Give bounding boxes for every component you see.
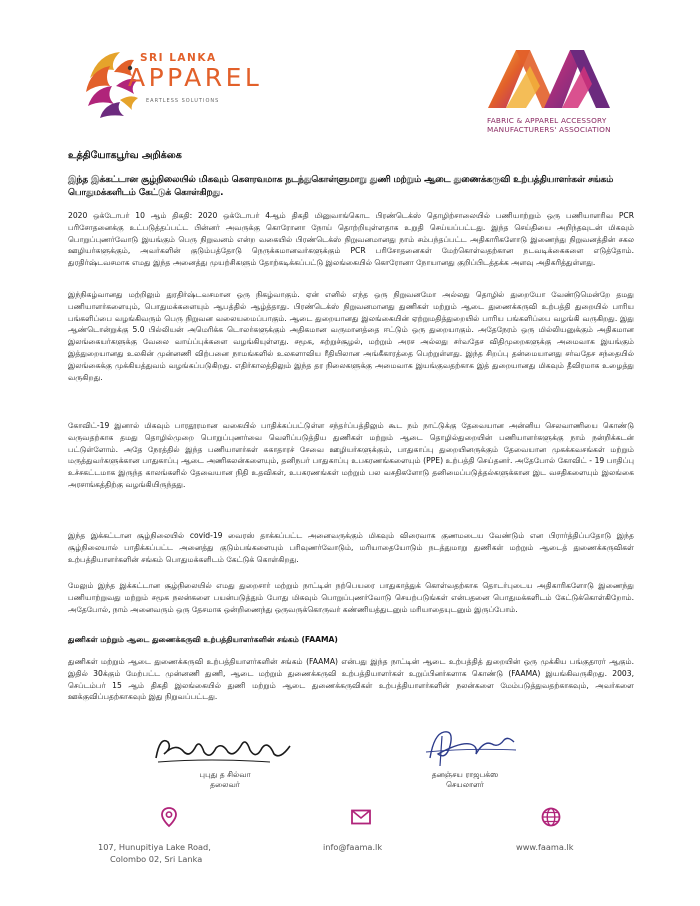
paragraph-3: கோவிட்-19 இனால் மிகவும் பாரதூரமான வகையில் பாதிக்கப்பட்டுள்ள சந்தர்ப்பத்திலும் கூட நம் நாட்டுக்கு தேவையான அன்னிய செலவாணியை கொண்டு வருவதற்காக தமது தொழில்முறை பொறுப்புணர்வை வெளிப்படுத்திய துணிகள் மற்றும் ஆடை தொழில்துறையின் பணியாளர்களுக்கு நாம் நன்றிக்கடன் பட்டுள்ளோம். அதே நேரத்தில் இந்த பணியாளர்கள் சுகாதாரச் சேவை ஊழியர்களுக்கும், பாதுகாப்பு துறையினருக்கும் தேவையான முகக்கவசங்கள் மற்றும் மருத்துவர்களுக்கான பாதுகாப்பு ஆடை அணிகலன்களையும், தனிநபர் பாதுகாப்பு உபகரணங்களையும் (PPE) உற்பத்தி செய்தனர். அதேபோல் கோவிட் - 19 பாதிப்பு உச்சகட்டமாக இருந்த காலங்களில் தேவையான நிதி உதவிகள், உபகரணங்கள் மற்றும் பல வசதிகளோடு தனிமைப்படுத்தல்களுக்கான இட வசதிகளையும் இலங்கை அரசாங்கத்திற்கு வழங்கியிருந்தது.: [68, 421, 634, 489]
faama-logo-line1: FABRIC & APPAREL ACCESSORY: [487, 116, 607, 125]
paragraph-1: 2020 ஒக்டோபர் 10 ஆம் திகதி: 2020 ஒக்டோபர் 4ஆம் திகதி மினுவாங்கொட பிரண்டெக்ஸ் தொழிற்சாலையில் பணியாற்றும் ஒரு பணியாளரிவ PCR பரிசோதனைக்கு உட்படுத்தப்பட்ட பின்னர் அவருக்கு கொரோனா நோய் தொற்றியுள்ளதாக உறுதி செய்யப்பட்டது. இந்த செய்தியை அறிந்தவுடன் மிகவும் பொறுப்புணர்வோடு இயங்கும் பெரு நிறுவனம் என்ற வகையில் பிரண்டெக்ஸ் நிறுவனமானது நாம் சம்பந்தப்பட்ட அதிகாரிகளோடு இணைந்து நிறுவனத்தின் சகல ஊழியர்களுக்கும், அவர்களின் குடும்பத்தோடு நெருக்கமானவர்களுக்கும் PCR பரிசோதனைகள் மேற்கொள்வதற்கான நடவடிக்கைகளை எடுத்தோம். துரதிர்ஷ்டவசமாக எமது இந்த அனைத்து முயற்சிகளும் தோற்கடிக்கப்பட்டு இலங்கையில் கொரோனா நோயானது குறிப்பிடத்தக்க அளவு அதிகரித்துள்ளது.: [68, 211, 634, 268]
logo-line2: APPAREL: [128, 63, 263, 92]
footer-address-line1: 107, Hunupitiya Lake Road,: [98, 842, 211, 852]
faama-section-text: துணிகள் மற்றும் ஆடை துணைக்கருவி உற்பத்தியாளர்களின் சங்கம் (FAAMA) என்பது இந்த நாட்டின் ஆடை உற்பத்தித் துறையின் ஒரு முக்கிய பங்குதாரர் ஆகும். இதில் 30க்கும் மேற்பட்ட முன்னணி துணி, ஆடை மற்றும் துணைக்கருவி உற்பத்தியாளர்கள் உறுப்பினர்களாக கொண்டு (FAAMA) இயங்கிவருகிறது. 2003, செப்டம்பர் 15 ஆம் திகதி இலங்கையில் துணி மற்றும் ஆடை துணைக்கருவிகள் உற்பத்தியாளர்களின் நலன்களை மேம்படுத்துவதற்காகவும், அவர்களை ஊக்குவிப்பதற்காகவும் இது நிறுவப்பட்டது.: [68, 657, 634, 702]
signatory-secretary-name: தனஞ்சய ராஜபக்ஸ: [431, 770, 499, 779]
signatory-secretary-role: செயலாளர்: [446, 780, 484, 789]
signatory-secretary: [395, 770, 535, 790]
logo-line1: SRI LANKA: [140, 52, 217, 64]
signatory-president: [155, 770, 295, 790]
footer-address: [98, 841, 211, 865]
location-pin-icon: [158, 806, 180, 828]
faama-section-title: துணிகள் மற்றும் ஆடை துணைக்கருவி உற்பத்தியாளர்களின் சங்கம் (FAAMA): [68, 635, 338, 644]
paragraph-2: இந்நிகழ்வானது மற்றிலும் துரதிர்ஷ்டவசமான ஒரு நிகழ்வாகும். ஏன் எனில் எந்த ஒரு நிறுவனமோ அல்லது தொழில் துறையோ வேண்டுமென்றே தமது பணியாளர்களையும், பொதுமக்களையும் ஆபத்தில் ஆழ்த்தாது. பிரண்டெக்ஸ் நிறுவனமானது துணிகள் மற்றும் ஆடை துணைக்கருவி உற்பத்தி துறையில் பாரிய பங்களிப்பை வழங்கிவரும் பெரு நிறுவன வலையமைப்பாகும். ஆடை துறையானது இலங்கையின் ஏற்றுமதித்துறையில் பாரிய பங்களிப்பை வழங்கி வருகிறது. இது ஆண்டொன்றுக்கு 5.0 பில்லியன் அமெரிக்க டொலர்களுக்கும் அதிகமான வருமானத்தை ஈட்டும் ஒரு துறையாகும். அதேநேரம் ஒரு மில்லியனுக்கும் அதிகமான இலங்கையர்களுக்கு வேலை வாய்ப்புக்களை வழங்கியுள்ளது. சமூக, சுற்றுச்சூழல், மற்றும் அரச அல்லது சர்வதேச விதிமுறைகளுக்கு அமைவாக இயங்கும் இத்துறையானது உலகின் முன்னணி விற்பனை நாமங்களில் உலகளாவிய ரீதியிலான அங்கீகாரத்தை பெற்றுள்ளது. இந்த சிறப்பு தன்மையானது சர்வதேச சந்தையில் இலங்கைக்கு முக்கியத்துவம் வழங்கப்படுகிறது. எதிர்காலத்திலும் இந்த தர நிலைகளுக்கு அமைவாக இயங்குவதற்காக இத் துறையானது மிகவும் தீவிரமாக உழைத்து வருகிறது.: [68, 290, 634, 382]
faama-logo-text: [487, 116, 667, 135]
document-title: உத்தியோகபூர்வ அறிக்கை: [68, 150, 182, 161]
footer-website[interactable]: www.faama.lk: [516, 842, 574, 852]
paragraph-4: இந்த இக்கட்டான சூழ்நிலையில் covid-19 வைரஸ் தாக்கப்பட்ட அனைவருக்கும் மிகவும் விரைவாக குணமடைய வேண்டும் என பிரார்த்திப்பதோடு இந்த சூழ்நிலையால் பாதிக்கப்பட்ட அனைத்து குடும்பங்களையும் பரிவுணர்வோடும், மரியாதையோடும் நடத்துமாறு துணிகள் மற்றும் ஆடைத் துணைக்கருவிகள் உற்பத்தியாளர்களின் சங்கம் பொதுமக்களிடம் கேட்டுக் கொள்கிறது.: [68, 531, 634, 564]
footer-address-line2: Colombo 02, Sri Lanka: [110, 854, 203, 864]
envelope-icon: [350, 806, 372, 828]
faama-logo-icon: [486, 46, 626, 110]
footer-email[interactable]: info@faama.lk: [323, 842, 383, 852]
signatory-president-role: தலைவர்: [210, 780, 240, 789]
paragraph-5: மேலும் இந்த இக்கட்டான சூழ்நிலையில் எமது துறைசார் மற்றும் நாட்டின் நற்பெயரை பாதுகாத்துக் கொள்வதற்காக தொடர்புடைய அதிகாரிகளோடு இணைந்து பணியாற்றுவது மற்றும் சமூக நலன்களை பயன்படுத்தும் போது மிகவும் பொறுப்புணர்வோடு செயற்படுங்கள் என்பதனை பொதுமக்களிடம் கேட்டுக்கொள்கிறோம். அதேபோல், நாம் அனைவரும் ஒரு தேசமாக ஒன்றிணைந்து ஒருவருக்கொருவர் கண்ணியத்துடனும் மரியாதையுடனும் இருப்போம்.: [68, 581, 634, 614]
document-heading: இந்த இக்கட்டான சூழ்நிலையில் மிகவும் கௌரவமாக நடந்துகொள்ளுமாறு துணி மற்றும் ஆடை துணைக்கருவி உற்பத்தியாளர்கள் சங்கம் பொதுமக்களிடம் கேட்டுக் கொள்கிறது.: [68, 175, 614, 198]
signature-secretary-icon: [420, 724, 520, 768]
signatory-president-name: புபுது த சில்வா: [199, 770, 251, 779]
signature-president-icon: [150, 732, 300, 766]
logo-tagline: EARTLESS SOLUTIONS: [146, 98, 220, 104]
globe-icon: [540, 806, 562, 828]
faama-logo-line2: MANUFACTURERS' ASSOCIATION: [487, 125, 611, 135]
